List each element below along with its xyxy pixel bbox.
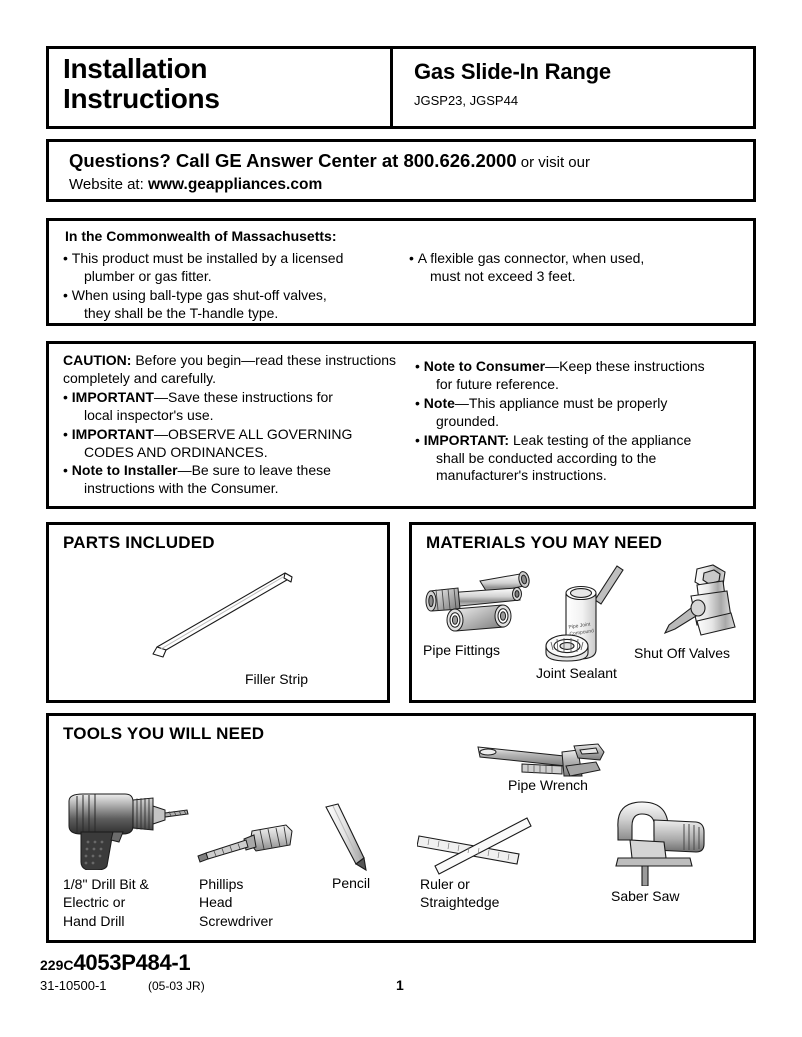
list-item: • When using ball-type gas shut-off valves, they shall be the T-handle type. <box>63 287 393 323</box>
list-item-line1: When using ball-type gas shut-off valves, <box>71 286 327 303</box>
list-item-text: Leak testing of the appliance <box>509 431 692 448</box>
caution-lead-text: Before you begin—read these instructions completely and carefully. <box>63 352 397 386</box>
list-item-line1: A flexible gas connector, when used, <box>417 250 645 266</box>
list-item: • IMPORTANT—Save these instructions for local inspector's use. <box>63 389 408 425</box>
list-item: • Note—This appliance must be properly grounded. <box>415 395 745 431</box>
list-item: • Note to Consumer—Keep these instructions for future reference. <box>415 358 745 394</box>
footer-part-number <box>40 950 190 976</box>
list-item-line1: This product must be installed by a licensed <box>71 250 344 266</box>
page-title <box>63 54 220 114</box>
list-item-emphasis: IMPORTANT <box>71 425 154 442</box>
list-item-line2: shall be conducted according to the <box>436 449 657 466</box>
pencil-caption: Pencil <box>332 875 371 891</box>
footer-part-prefix: 229C <box>40 957 74 973</box>
website-url[interactable]: www.geappliances.com <box>147 176 323 193</box>
list-item-line2: for future reference. <box>436 375 559 392</box>
joint-sealant-icon <box>539 560 631 670</box>
header-product-cell <box>396 49 753 126</box>
list-item-text: —OBSERVE ALL GOVERNING <box>153 425 353 442</box>
screwdriver-caption-line2: Head <box>199 894 233 911</box>
massachusetts-right-column <box>409 250 739 287</box>
footer-doc-number: 31-10500-1 <box>40 978 107 993</box>
ruler-caption-line1: Ruler or <box>420 876 470 892</box>
list-item-line2: CODES AND ORDINANCES. <box>84 443 268 460</box>
list-item-emphasis: Note to Installer <box>71 462 178 479</box>
list-item-line2: grounded. <box>436 412 500 429</box>
page-title-line2: Instructions <box>63 83 220 115</box>
list-item: • Note to Installer—Be sure to leave these instructions with the Consumer. <box>63 462 408 498</box>
list-item-line2: they shall be the T-handle type. <box>84 304 279 321</box>
drill-icon <box>61 788 191 870</box>
drill-caption-line1: 1/8" Drill Bit & <box>63 876 149 892</box>
pipe-wrench-caption: Pipe Wrench <box>508 777 588 793</box>
pipe-fittings-caption: Pipe Fittings <box>423 642 501 658</box>
drill-caption-line2: Electric or <box>63 894 126 911</box>
phillips-screwdriver-caption <box>199 875 273 930</box>
footer-revision: (05-03 JR) <box>148 979 205 993</box>
footer-part-main: 4053P484-1 <box>73 950 191 975</box>
svg-text:Compound: Compound <box>569 628 595 638</box>
saber-saw-icon <box>604 796 710 886</box>
page-title-line1: Installation <box>63 53 208 84</box>
filler-strip-caption: Filler Strip <box>245 671 309 687</box>
massachusetts-heading: In the Commonwealth of Massachusetts: <box>65 228 337 244</box>
list-item-line2: local inspector's use. <box>84 406 214 423</box>
header-title-cell <box>49 49 393 126</box>
caution-right-column <box>415 358 745 486</box>
website-prefix: Website at: <box>69 176 148 193</box>
parts-included-box <box>46 522 390 703</box>
model-numbers: JGSP23, JGSP44 <box>414 93 519 108</box>
parts-included-title: PARTS INCLUDED <box>63 533 215 552</box>
list-item-emphasis: Note to Consumer <box>423 358 546 374</box>
list-item-text: —Save these instructions for <box>153 388 333 405</box>
website-line <box>69 176 322 194</box>
ruler-caption <box>420 875 499 912</box>
materials-needed-box <box>409 522 756 703</box>
shut-off-valve-caption: Shut Off Valves <box>634 645 730 661</box>
answer-center-phone-text: Questions? Call GE Answer Center at 800.626.2000 <box>69 150 517 171</box>
list-item-line2: must not exceed 3 feet. <box>430 267 576 284</box>
caution-lead <box>63 352 408 388</box>
ruler-icon <box>417 816 535 878</box>
list-item: • IMPORTANT: Leak testing of the appliance shall be conducted according to the manufacturer's instructions. <box>415 432 745 486</box>
answer-center-line <box>69 150 590 172</box>
pencil-icon <box>314 802 384 874</box>
list-item: • IMPORTANT—OBSERVE ALL GOVERNING CODES AND ORDINANCES. <box>63 426 408 462</box>
pipe-fittings-icon <box>424 569 536 641</box>
caution-label: CAUTION: <box>63 352 132 368</box>
list-item-text: —Be sure to leave these <box>177 462 331 479</box>
caution-box <box>46 341 756 509</box>
header-box <box>46 46 756 129</box>
joint-sealant-caption: Joint Sealant <box>536 665 617 681</box>
list-item: • This product must be installed by a licensed plumber or gas fitter. <box>63 250 393 286</box>
screwdriver-caption-line1: Phillips <box>199 876 244 892</box>
caution-left-list <box>63 389 408 498</box>
caution-left-column <box>63 352 408 499</box>
massachusetts-box <box>46 218 756 326</box>
footer-page-number: 1 <box>396 977 404 993</box>
ruler-caption-line2: Straightedge <box>420 894 500 911</box>
filler-strip-icon <box>141 567 301 659</box>
drill-caption <box>63 875 149 930</box>
massachusetts-left-column <box>63 250 393 324</box>
list-item-emphasis: Note <box>423 394 455 411</box>
shut-off-valve-icon <box>655 563 751 643</box>
list-item-emphasis: IMPORTANT: <box>423 431 510 448</box>
materials-needed-title: MATERIALS YOU MAY NEED <box>426 533 663 552</box>
phillips-screwdriver-icon <box>194 821 304 869</box>
saber-saw-caption: Saber Saw <box>611 888 680 904</box>
screwdriver-caption-line3: Screwdriver <box>199 912 273 929</box>
list-item-line2: instructions with the Consumer. <box>84 480 279 497</box>
list-item-text: —This appliance must be properly <box>454 394 668 411</box>
list-item-line2: plumber or gas fitter. <box>84 267 212 284</box>
list-item: • A flexible gas connector, when used, must not exceed 3 feet. <box>409 250 739 286</box>
tools-needed-title: TOOLS YOU WILL NEED <box>63 724 265 743</box>
list-item-emphasis: IMPORTANT <box>71 388 154 405</box>
questions-box <box>46 139 756 202</box>
product-name: Gas Slide-In Range <box>414 59 611 84</box>
list-item-line3: manufacturer's instructions. <box>436 467 607 484</box>
svg-text:Pipe Joint: Pipe Joint <box>568 621 591 631</box>
list-item-text: —Keep these instructions <box>545 358 705 374</box>
tools-needed-box <box>46 713 756 943</box>
drill-caption-line3: Hand Drill <box>63 912 125 929</box>
answer-center-trailing: or visit our <box>516 154 590 171</box>
